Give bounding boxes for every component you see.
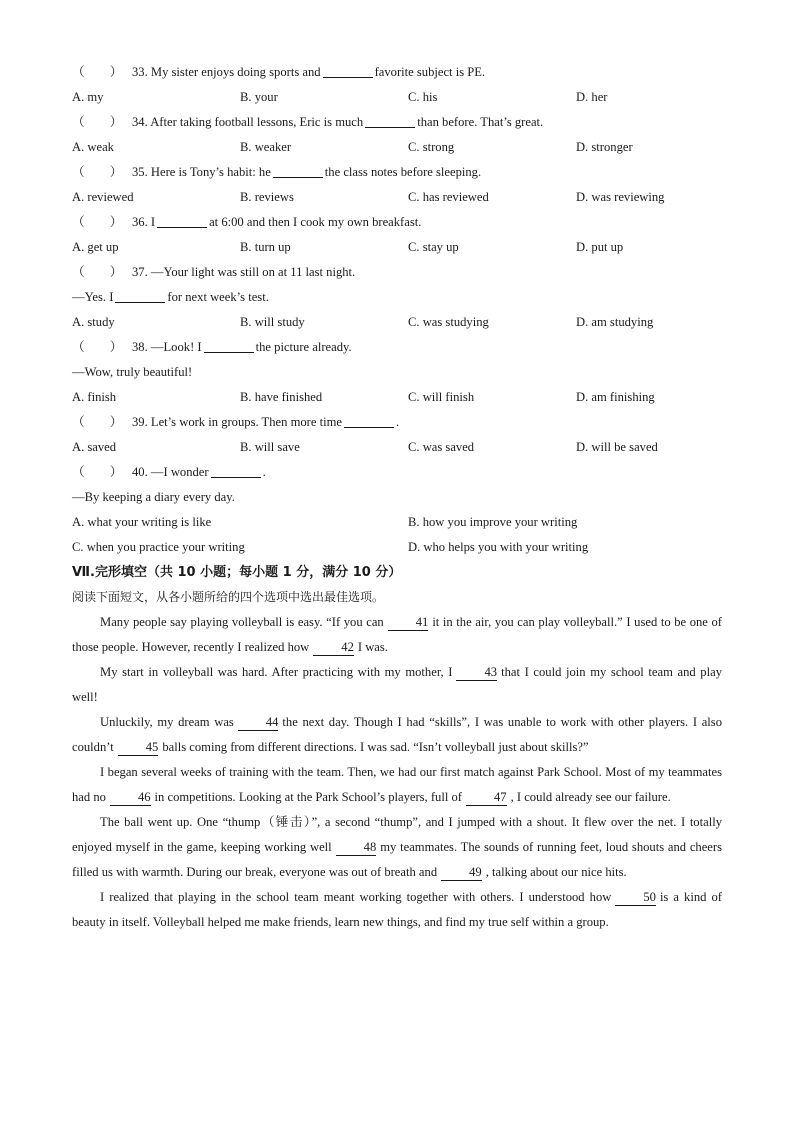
options-40-row-1 (72, 510, 722, 535)
question-40 (72, 460, 722, 485)
question-stem-end: favorite subject is PE. (374, 65, 486, 79)
question-stem: 39. Let’s work in groups. Then more time (132, 415, 342, 429)
option-c[interactable]: C. strong (408, 140, 455, 154)
options-35 (72, 185, 722, 210)
paragraph-text: I was. (357, 640, 388, 654)
option-a[interactable]: A. study (72, 315, 115, 329)
option-c[interactable]: C. his (408, 90, 438, 104)
passage-paragraph-6 (72, 885, 722, 935)
paragraph-text: the next day. Though I had “skills”, I was unable to work with other players. I also couldn’t (72, 715, 722, 754)
paragraph-text: , I could already see our failure. (510, 790, 671, 804)
question-37-reply (72, 285, 722, 310)
question-stem-end: . (262, 465, 266, 479)
cloze-blank-47[interactable]: 47 (466, 789, 507, 806)
option-a[interactable]: A. weak (72, 140, 114, 154)
passage-paragraph-4 (72, 760, 722, 810)
option-c[interactable]: C. when you practice your writing (72, 540, 245, 554)
paragraph-text: balls coming from different directions. I was sad. “Isn’t volleyball just about skills?” (162, 740, 589, 754)
option-d[interactable]: D. who helps you with your writing (408, 540, 589, 554)
exam-page (72, 60, 722, 935)
question-36 (72, 210, 722, 235)
answer-bracket[interactable]: （ ） (72, 415, 123, 429)
cloze-blank-46[interactable]: 46 (110, 789, 151, 806)
option-d[interactable]: D. am studying (576, 315, 654, 329)
cloze-blank-50[interactable]: 50 (615, 889, 656, 906)
cloze-blank-49[interactable]: 49 (441, 864, 482, 881)
paragraph-text: is a kind of beauty in itself. Volleyball helped me make friends, learn new things, and find my true self within a group. (72, 890, 722, 929)
answer-bracket[interactable]: （ ） (72, 265, 123, 279)
cloze-blank-41[interactable]: 41 (388, 614, 429, 631)
answer-blank (323, 63, 373, 78)
option-d[interactable]: D. stronger (576, 140, 633, 154)
answer-blank (365, 113, 415, 128)
question-35 (72, 160, 722, 185)
section-instruction: 阅读下面短文，从各小题所给的四个选项中选出最佳选项。 (72, 590, 385, 604)
paragraph-text: I began several weeks of training with the team. Then, we had our first match against Park School. Most of my teammates had no (72, 765, 722, 804)
paragraph-text: that I could join my school team and play well! (72, 665, 722, 704)
option-b[interactable]: B. your (240, 90, 278, 104)
option-b[interactable]: B. reviews (240, 190, 294, 204)
question-stem-end: the picture already. (255, 340, 352, 354)
question-34 (72, 110, 722, 135)
answer-bracket[interactable]: （ ） (72, 65, 123, 79)
paragraph-text: Unluckily, my dream was (100, 715, 234, 729)
paragraph-text: The ball went up. One “thump（锤击）”, a second “thump”, and I jumped with a shout. It flew over the net. I totally enjoyed myself in the game, keeping working well (72, 815, 722, 854)
paragraph-text: I realized that playing in the school team meant working together with others. I understood how (100, 890, 612, 904)
question-stem: 34. After taking football lessons, Eric is much (132, 115, 364, 129)
answer-blank (157, 213, 207, 228)
paragraph-text: Many people say playing volleyball is easy. “If you can (100, 615, 384, 629)
answer-bracket[interactable]: （ ） (72, 115, 123, 129)
question-stem-end: the class notes before sleeping. (324, 165, 482, 179)
option-b[interactable]: B. weaker (240, 140, 292, 154)
paragraph-text: it in the air, you can play volleyball.” I used to be one of those people. However, recently I realized how (72, 615, 722, 654)
option-a[interactable]: A. get up (72, 240, 119, 254)
options-33 (72, 85, 722, 110)
question-stem: 38. —Look! I (132, 340, 202, 354)
cloze-blank-44[interactable]: 44 (238, 714, 279, 731)
answer-bracket[interactable]: （ ） (72, 465, 123, 479)
question-39 (72, 410, 722, 435)
options-40-row-2 (72, 535, 722, 560)
answer-blank (115, 288, 165, 303)
answer-bracket[interactable]: （ ） (72, 215, 123, 229)
option-c[interactable]: C. stay up (408, 240, 459, 254)
paragraph-text: my teammates. The sounds of running feet, loud shouts and cheers filled us with warmth. During our break, everyone was out of breath and (72, 840, 722, 879)
answer-bracket[interactable]: （ ） (72, 340, 123, 354)
option-d[interactable]: D. put up (576, 240, 624, 254)
option-d[interactable]: D. am finishing (576, 390, 655, 404)
question-38 (72, 335, 722, 360)
question-stem-end: at 6:00 and then I cook my own breakfast. (209, 215, 422, 229)
option-a[interactable]: A. my (72, 90, 104, 104)
question-38-reply (72, 360, 722, 385)
question-stem: 33. My sister enjoys doing sports and (132, 65, 321, 79)
passage-paragraph-1 (72, 610, 722, 660)
option-c[interactable]: C. has reviewed (408, 190, 489, 204)
reply-text-end: for next week’s test. (167, 290, 269, 304)
section-title: Ⅶ.完形填空（共 10 小题；每小题 1 分，满分 10 分） (72, 565, 402, 580)
option-d[interactable]: D. will be saved (576, 440, 658, 454)
passage-paragraph-5 (72, 810, 722, 885)
answer-blank (204, 338, 254, 353)
option-b[interactable]: B. will save (240, 440, 300, 454)
question-37 (72, 260, 722, 285)
paragraph-text: My start in volleyball was hard. After practicing with my mother, I (100, 665, 453, 679)
passage-paragraph-3 (72, 710, 722, 760)
question-stem-end: than before. That’s great. (417, 115, 544, 129)
question-40-reply (72, 485, 722, 510)
option-d[interactable]: D. was reviewing (576, 190, 665, 204)
reply-text: —Yes. I (72, 290, 114, 304)
option-c[interactable]: C. was studying (408, 315, 489, 329)
cloze-blank-43[interactable]: 43 (456, 664, 497, 681)
question-33 (72, 60, 722, 85)
option-a[interactable]: A. what your writing is like (72, 515, 212, 529)
option-b[interactable]: B. how you improve your writing (408, 515, 578, 529)
option-d[interactable]: D. her (576, 90, 608, 104)
options-36 (72, 235, 722, 260)
cloze-blank-48[interactable]: 48 (336, 839, 377, 856)
answer-blank (344, 413, 394, 428)
paragraph-text: in competitions. Looking at the Park School’s players, full of (154, 790, 462, 804)
cloze-blank-42[interactable]: 42 (313, 639, 354, 656)
answer-blank (211, 463, 261, 478)
option-b[interactable]: B. turn up (240, 240, 291, 254)
option-b[interactable]: B. have finished (240, 390, 323, 404)
options-34 (72, 135, 722, 160)
option-c[interactable]: C. will finish (408, 390, 475, 404)
options-39 (72, 435, 722, 460)
paragraph-text: , talking about our nice hits. (485, 865, 627, 879)
question-stem: 40. —I wonder (132, 465, 209, 479)
option-c[interactable]: C. was saved (408, 440, 475, 454)
cloze-blank-45[interactable]: 45 (118, 739, 159, 756)
options-38 (72, 385, 722, 410)
question-stem-end: . (395, 415, 400, 429)
option-a[interactable]: A. reviewed (72, 190, 134, 204)
option-b[interactable]: B. will study (240, 315, 305, 329)
reply-text: —By keeping a diary every day. (72, 490, 235, 504)
option-a[interactable]: A. saved (72, 440, 117, 454)
answer-blank (273, 163, 323, 178)
options-37 (72, 310, 722, 335)
question-stem: 36. I (132, 215, 156, 229)
question-stem: 37. —Your light was still on at 11 last night. (132, 265, 356, 279)
reply-text: —Wow, truly beautiful! (72, 365, 193, 379)
question-stem: 35. Here is Tony’s habit: he (132, 165, 271, 179)
answer-bracket[interactable]: （ ） (72, 165, 123, 179)
passage-paragraph-2 (72, 660, 722, 710)
option-a[interactable]: A. finish (72, 390, 117, 404)
